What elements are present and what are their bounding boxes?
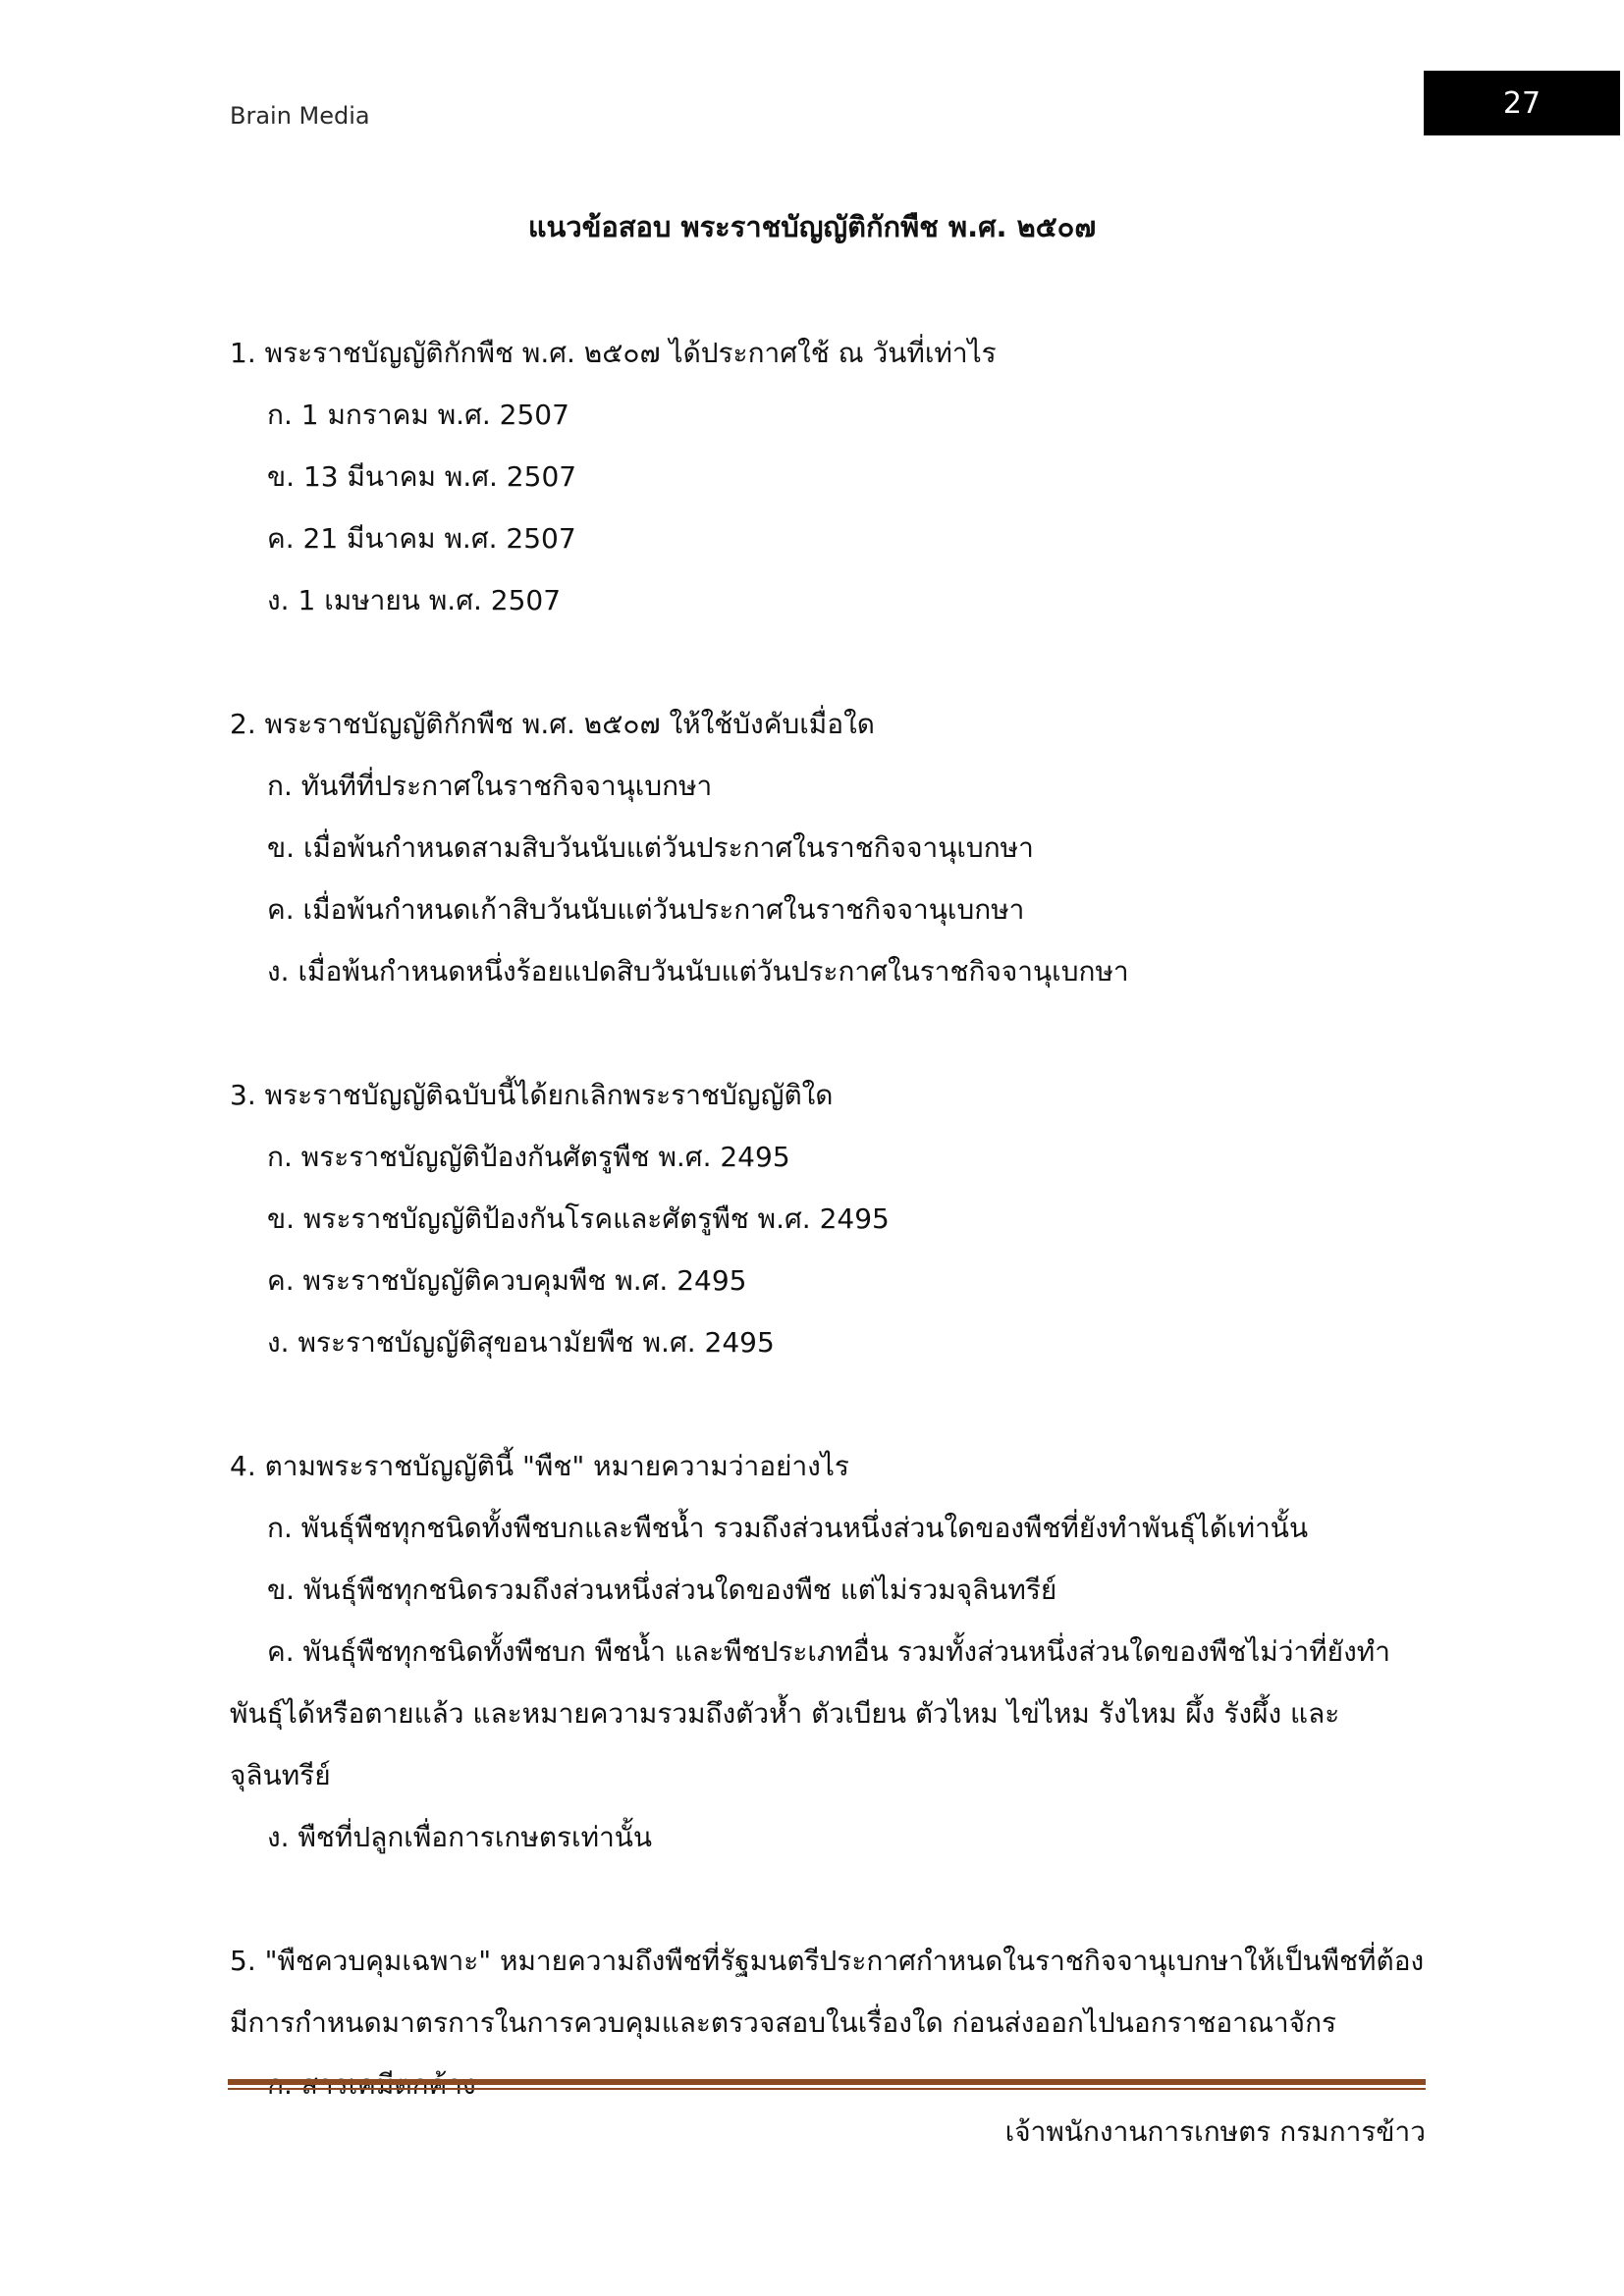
option-b: ข. พระราชบัญญัติป้องกันโรคและศัตรูพืช พ.ศ. 2495: [267, 1202, 890, 1235]
page-number: 27: [1424, 71, 1620, 135]
question-2: [230, 693, 1428, 1002]
question-list: [230, 322, 1428, 2177]
option-a: ก. ทันทีที่ประกาศในราชกิจจานุเบกษา: [267, 770, 713, 802]
document-title: แนวข้อสอบ พระราชบัญญัติกักพืช พ.ศ. ๒๕๐๗: [527, 210, 1097, 243]
option-c: ค. พันธุ์พืชทุกชนิดทั้งพืชบก พืชน้ำ และพืชประเภทอื่น รวมทั้งส่วนหนึ่งส่วนใดของพืชไม่ว่าที่ยังทำพันธุ์ได้หรือตายแล้ว และหมายความรวมถึงตัวห้ำ ตัวเบียน ตัวไหม ไข่ไหม รังไหม ผึ้ง รังผึ้ง และจุลินทรีย์: [230, 1635, 1390, 1791]
question-4: [230, 1435, 1428, 1868]
footer-divider-thin: [228, 2088, 1426, 2090]
option-b: ข. พันธุ์พืชทุกชนิดรวมถึงส่วนหนึ่งส่วนใดของพืช แต่ไม่รวมจุลินทรีย์: [267, 1574, 1057, 1606]
question-text: 2. พระราชบัญญัติกักพืช พ.ศ. ๒๕๐๗ ให้ใช้บังคับเมื่อใด: [230, 708, 875, 740]
question-1: [230, 322, 1428, 631]
option-a: ก. พระราชบัญญัติป้องกันศัตรูพืช พ.ศ. 2495: [267, 1141, 790, 1173]
footer-divider: [228, 2079, 1426, 2085]
question-text: 5. "พืชควบคุมเฉพาะ" หมายความถึงพืชที่รัฐมนตรีประกาศกำหนดในราชกิจจานุเบกษาให้เป็นพืชที่ต้องมีการกำหนดมาตรการในการควบคุมและตรวจสอบในเรื่องใด ก่อนส่งออกไปนอกราชอาณาจักร: [230, 1945, 1425, 2039]
option-c: ค. 21 มีนาคม พ.ศ. 2507: [267, 522, 576, 555]
question-3: [230, 1064, 1428, 1373]
question-text: 1. พระราชบัญญัติกักพืช พ.ศ. ๒๕๐๗ ได้ประกาศใช้ ณ วันที่เท่าไร: [230, 337, 997, 369]
option-d: ง. เมื่อพ้นกำหนดหนึ่งร้อยแปดสิบวันนับแต่วันประกาศในราชกิจจานุเบกษา: [267, 955, 1129, 988]
option-d: ง. พืชที่ปลูกเพื่อการเกษตรเท่านั้น: [267, 1821, 653, 1853]
option-a: ก. 1 มกราคม พ.ศ. 2507: [267, 399, 569, 431]
footer-text: เจ้าพนักงานการเกษตร กรมการข้าว: [1004, 2115, 1426, 2148]
option-d: ง. 1 เมษายน พ.ศ. 2507: [267, 584, 562, 616]
option-c: ค. เมื่อพ้นกำหนดเก้าสิบวันนับแต่วันประกาศในราชกิจจานุเบกษา: [267, 893, 1025, 926]
option-b: ข. 13 มีนาคม พ.ศ. 2507: [267, 460, 577, 493]
question-text: 4. ตามพระราชบัญญัตินี้ "พืช" หมายความว่าอย่างไร: [230, 1450, 849, 1482]
option-a: ก. พันธุ์พืชทุกชนิดทั้งพืชบกและพืชน้ำ รวมถึงส่วนหนึ่งส่วนใดของพืชที่ยังทำพันธุ์ได้เท่านั้น: [267, 1512, 1309, 1544]
option-c: ค. พระราชบัญญัติควบคุมพืช พ.ศ. 2495: [267, 1264, 747, 1297]
option-b: ข. เมื่อพ้นกำหนดสามสิบวันนับแต่วันประกาศในราชกิจจานุเบกษา: [267, 831, 1034, 864]
header-brand: Brain Media: [230, 102, 370, 130]
question-text: 3. พระราชบัญญัติฉบับนี้ได้ยกเลิกพระราชบัญญัติใด: [230, 1079, 834, 1111]
option-d: ง. พระราชบัญญัติสุขอนามัยพืช พ.ศ. 2495: [267, 1326, 775, 1359]
